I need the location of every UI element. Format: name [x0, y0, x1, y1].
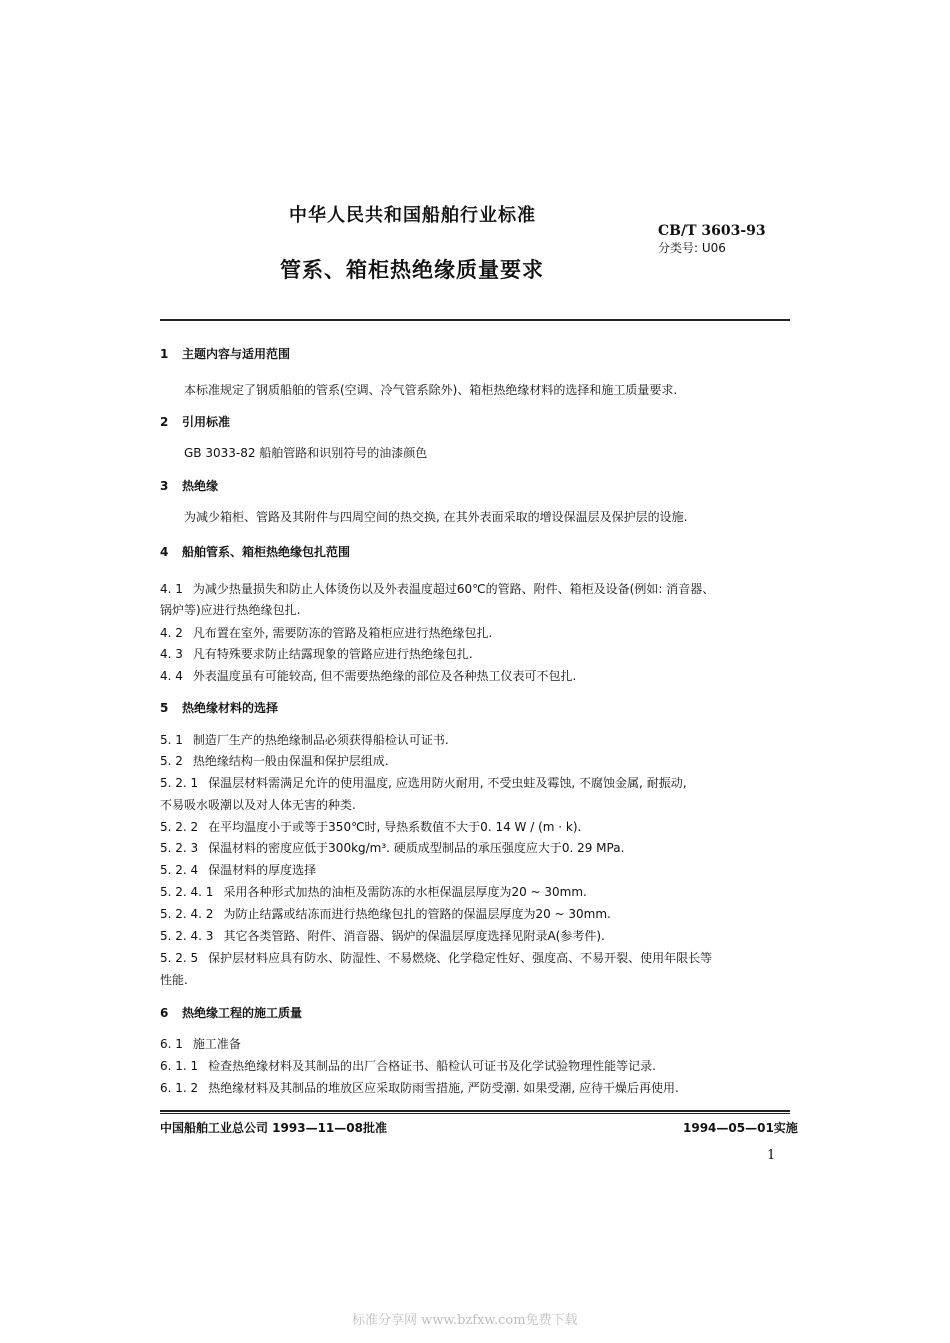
section-heading: [160, 414, 230, 430]
clause-number: 4. 1: [160, 582, 183, 596]
body-line: [160, 732, 449, 748]
clause-number: 6. 1. 2: [160, 1081, 199, 1095]
clause-text: 为防止结露或结冻而进行热绝缘包扎的管路的保温层厚度为20 ~ 30mm.: [223, 907, 611, 921]
clause-number: 4. 4: [160, 669, 183, 683]
clause-text: 锅炉等)应进行热绝缘包扎.: [160, 603, 301, 617]
clause-text: 保温层材料需满足允许的使用温度, 应选用防火耐用, 不受虫蛀及霉蚀, 不腐蚀金属, 耐振动,: [208, 776, 687, 790]
body-line: [160, 1080, 679, 1096]
clause-number: 4. 2: [160, 626, 183, 640]
body-line: [160, 581, 714, 597]
page-number: 1: [767, 1148, 776, 1163]
clause-text: 热绝缘材料的选择: [182, 701, 279, 715]
clause-number: 4: [160, 545, 169, 559]
body-line: [160, 950, 712, 966]
body-line: [160, 819, 581, 835]
standard-code: CB/T 3603-93: [658, 223, 766, 239]
section-heading: [160, 1005, 302, 1021]
clause-text: 制造厂生产的热绝缘制品必须获得船检认可证书.: [192, 733, 449, 747]
body-line: [184, 509, 687, 525]
body-line: [160, 646, 473, 662]
clause-text: 本标准规定了钢质船舶的管系(空调、冷气管系除外)、箱柜热绝缘材料的选择和施工质量要求.: [184, 383, 678, 397]
body-line: [160, 625, 492, 641]
body-line: [160, 1058, 656, 1074]
clause-text: 为减少箱柜、管路及其附件与四周空间的热交换, 在其外表面采取的增设保温层及保护层的设施.: [184, 510, 688, 524]
clause-text: 外表温度虽有可能较高, 但不需要热绝缘的部位及各种热工仪表可不包扎.: [192, 669, 577, 683]
watermark-text: 标准分享网 www.bzfxw.com免费下载: [352, 1313, 578, 1328]
classification-number: 分类号: U06: [658, 241, 726, 255]
body-line: [160, 884, 587, 900]
clause-number: 5. 2. 5: [160, 951, 199, 965]
clause-number: 5: [160, 701, 169, 715]
body-line: [184, 382, 677, 398]
clause-number: 6. 1. 1: [160, 1059, 199, 1073]
clause-text: 保温材料的厚度选择: [208, 863, 317, 877]
clause-number: 6. 1: [160, 1037, 183, 1051]
clause-text: 主题内容与适用范围: [182, 347, 291, 361]
body-line: [160, 928, 605, 944]
clause-text: 凡布置在室外, 需要防冻的管路及箱柜应进行热绝缘包扎.: [192, 626, 493, 640]
body-line: [160, 753, 389, 769]
clause-number: 1: [160, 347, 169, 361]
section-heading: [160, 700, 278, 716]
body-line: [160, 668, 576, 684]
clause-text: GB 3033-82 船舶管路和识别符号的油漆颜色: [184, 446, 428, 460]
clause-number: 5. 1: [160, 733, 183, 747]
footer-divider-thick: [160, 1110, 790, 1112]
header-divider: [160, 319, 790, 321]
clause-number: 5. 2. 4: [160, 863, 199, 877]
clause-text: 保温材料的密度应低于300kg/m³. 硬质成型制品的承压强度应大于0. 29 MPa.: [208, 841, 625, 855]
clause-number: 5. 2. 1: [160, 776, 199, 790]
clause-text: 凡有特殊要求防止结露现象的管路应进行热绝缘包扎.: [192, 647, 473, 661]
clause-text: 保护层材料应具有防水、防湿性、不易燃烧、化学稳定性好、强度高、不易开裂、使用年限长等: [208, 951, 713, 965]
approval-date: 中国船舶工业总公司 1993—11—08批准: [160, 1121, 387, 1135]
clause-number: 2: [160, 415, 169, 429]
clause-text: 热绝缘结构一般由保温和保护层组成.: [192, 754, 389, 768]
clause-text: 性能.: [160, 973, 188, 987]
clause-number: 5. 2. 4. 1: [160, 885, 214, 899]
clause-text: 引用标准: [182, 415, 231, 429]
clause-number: 5. 2: [160, 754, 183, 768]
clause-text: 检查热绝缘材料及其制品的出厂合格证书、船检认可证书及化学试验物理性能等记录.: [208, 1059, 656, 1073]
clause-number: 5. 2. 4. 2: [160, 907, 214, 921]
body-line: [184, 445, 427, 461]
clause-text: 施工准备: [192, 1037, 241, 1051]
body-line: [160, 602, 301, 618]
body-line: [160, 797, 356, 813]
section-heading: [160, 478, 218, 494]
section-heading: [160, 346, 290, 362]
body-line: [160, 862, 316, 878]
clause-number: 4. 3: [160, 647, 183, 661]
clause-text: 在平均温度小于或等于350℃时, 导热系数值不大于0. 14 W / (m · k).: [208, 820, 582, 834]
body-line: [160, 972, 188, 988]
document-title: 管系、箱柜热绝缘质量要求: [280, 258, 544, 282]
clause-text: 其它各类管路、附件、消音器、锅炉的保温层厚度选择见附录A(参考件).: [223, 929, 605, 943]
clause-number: 6: [160, 1006, 169, 1020]
body-line: [160, 775, 687, 791]
clause-number: 5. 2. 3: [160, 841, 199, 855]
clause-text: 采用各种形式加热的油柜及需防冻的水柜保温层厚度为20 ~ 30mm.: [223, 885, 587, 899]
clause-text: 热绝缘: [182, 479, 219, 493]
body-line: [160, 906, 611, 922]
clause-text: 为减少热量损失和防止人体烫伤以及外表温度超过60℃的管路、附件、箱柜及设备(例如: 消音器、: [192, 582, 715, 596]
clause-number: 5. 2. 2: [160, 820, 199, 834]
body-line: [160, 840, 624, 856]
clause-text: 船舶管系、箱柜热绝缘包扎范围: [182, 545, 351, 559]
clause-number: 3: [160, 479, 169, 493]
clause-text: 热绝缘工程的施工质量: [182, 1006, 303, 1020]
clause-text: 热绝缘材料及其制品的堆放区应采取防雨雪措施, 严防受潮. 如果受潮, 应待干燥后再使用.: [208, 1081, 679, 1095]
footer-divider-thin: [160, 1113, 790, 1114]
body-line: [160, 1036, 241, 1052]
section-heading: [160, 544, 350, 560]
clause-text: 不易吸水吸潮以及对人体无害的种类.: [160, 798, 356, 812]
standard-category-title: 中华人民共和国船舶行业标准: [289, 205, 536, 226]
implementation-date: 1994—05—01实施: [683, 1121, 798, 1135]
clause-number: 5. 2. 4. 3: [160, 929, 214, 943]
